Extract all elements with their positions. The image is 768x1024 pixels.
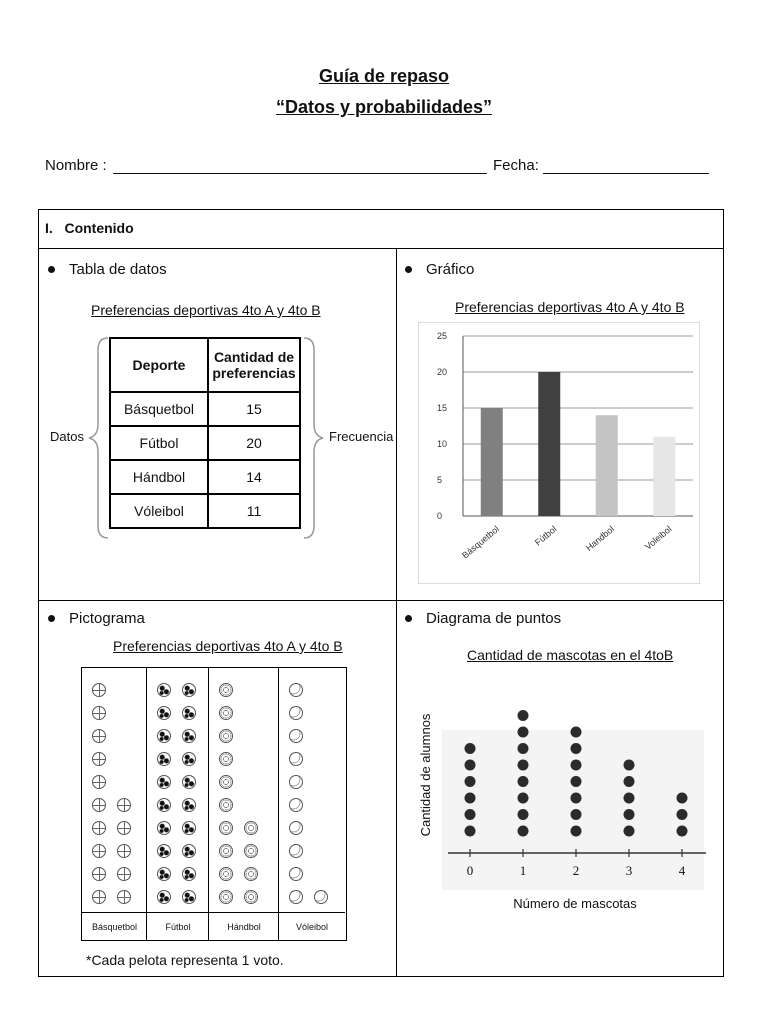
ball-icon: [289, 821, 303, 835]
table-bullet-text: Tabla de datos: [69, 261, 167, 278]
ball-icon: [117, 798, 131, 812]
data-dot: [677, 809, 688, 820]
ball-icon: [157, 867, 171, 881]
ball-icon: [157, 798, 171, 812]
data-dot: [677, 793, 688, 804]
table-cell: Hándbol: [110, 460, 208, 494]
ball-icon: [92, 798, 106, 812]
x-axis-title: Número de mascotas: [513, 896, 637, 911]
data-dot: [571, 776, 582, 787]
data-dot: [518, 710, 529, 721]
ball-icon: [182, 683, 196, 697]
y-tick-label: 20: [437, 367, 448, 377]
ball-icon: [157, 890, 171, 904]
ball-icon: [219, 706, 233, 720]
ball-icon: [92, 683, 106, 697]
table-cell: 11: [208, 494, 300, 528]
ball-icon: [182, 890, 196, 904]
name-field[interactable]: [113, 173, 487, 174]
table-cell: Básquetbol: [110, 392, 208, 426]
ball-icon: [289, 844, 303, 858]
x-tick-label: Básquetbol: [460, 523, 502, 561]
ball-icon: [219, 775, 233, 789]
graph-bullet: [405, 261, 474, 278]
ball-icon: [157, 775, 171, 789]
table-cell: 15: [208, 392, 300, 426]
ball-icon: [92, 890, 106, 904]
frecuencia-label: Frecuencia: [329, 429, 394, 444]
ball-icon: [289, 752, 303, 766]
ball-icon: [289, 798, 303, 812]
ball-icon: [219, 729, 233, 743]
page-subtitle: “Datos y probabilidades”: [275, 97, 493, 117]
ball-icon: [244, 821, 258, 835]
header-cantidad: Cantidad de preferencias: [208, 338, 300, 392]
data-dot: [571, 826, 582, 837]
data-dot: [624, 809, 635, 820]
ball-icon: [289, 867, 303, 881]
right-brace: [302, 336, 326, 540]
y-tick-label: 5: [437, 475, 443, 485]
section-number: I.: [45, 220, 53, 236]
ball-icon: [244, 844, 258, 858]
data-dot: [624, 826, 635, 837]
ball-icon: [92, 775, 106, 789]
ball-icon: [157, 729, 171, 743]
ball-icon: [244, 867, 258, 881]
ball-icon: [92, 752, 106, 766]
dot-caption: Cantidad de mascotas en el 4toB: [467, 647, 674, 663]
data-dot: [571, 809, 582, 820]
data-dot: [465, 793, 476, 804]
y-tick-label: 15: [437, 403, 448, 413]
x-tick-label: 4: [678, 863, 686, 878]
ball-icon: [289, 683, 303, 697]
ball-icon: [219, 821, 233, 835]
data-dot: [465, 760, 476, 771]
ball-icon: [314, 890, 328, 904]
ball-icon: [157, 752, 171, 766]
data-dot: [571, 760, 582, 771]
ball-icon: [92, 821, 106, 835]
x-tick-label: Handbol: [583, 523, 617, 554]
ball-icon: [117, 867, 131, 881]
section-heading: [45, 220, 134, 236]
picto-column-divider: [278, 668, 279, 940]
y-tick-label: 25: [437, 331, 448, 341]
data-dot: [518, 743, 529, 754]
page-title: Guía de repaso: [318, 66, 450, 86]
ball-icon: [219, 683, 233, 697]
picto-bullet-text: Pictograma: [69, 610, 145, 627]
ball-icon: [219, 890, 233, 904]
picto-column-label: Hándbol: [227, 922, 261, 932]
data-table: [109, 337, 301, 529]
table-cell: 14: [208, 460, 300, 494]
ball-icon: [182, 821, 196, 835]
x-tick-label: 0: [466, 863, 474, 878]
x-tick-label: Voleibol: [642, 523, 674, 552]
data-dot: [518, 776, 529, 787]
dot-bullet: [405, 610, 561, 627]
table-cell: Fútbol: [110, 426, 208, 460]
bar: [596, 415, 618, 516]
data-dot: [677, 826, 688, 837]
picto-column-label: Fútbol: [165, 922, 191, 932]
left-brace: [86, 336, 110, 540]
data-dot: [571, 793, 582, 804]
x-tick-label: 1: [519, 863, 527, 878]
data-dot: [624, 760, 635, 771]
ball-icon: [182, 844, 196, 858]
ball-icon: [219, 752, 233, 766]
table-caption: Preferencias deportivas 4to A y 4to B: [91, 302, 321, 318]
ball-icon: [219, 798, 233, 812]
x-tick-label: 3: [625, 863, 633, 878]
ball-icon: [92, 867, 106, 881]
ball-icon: [219, 867, 233, 881]
bar-chart: [418, 322, 700, 584]
data-dot: [465, 776, 476, 787]
section-title: Contenido: [64, 220, 134, 236]
date-field[interactable]: [543, 173, 709, 174]
data-dot: [465, 826, 476, 837]
picto-caption: Preferencias deportivas 4to A y 4to B: [113, 638, 343, 654]
picto-column-divider: [146, 668, 147, 940]
datos-label: Datos: [50, 429, 84, 444]
ball-icon: [117, 890, 131, 904]
row-divider-2: [38, 600, 724, 601]
ball-icon: [157, 844, 171, 858]
ball-icon: [157, 821, 171, 835]
data-dot: [518, 793, 529, 804]
graph-caption: Preferencias deportivas 4to A y 4to B: [455, 299, 685, 315]
picto-bullet: [48, 610, 145, 627]
bar: [653, 437, 675, 516]
y-tick-label: 10: [437, 439, 448, 449]
table-cell: Vóleibol: [110, 494, 208, 528]
picto-column-label: Básquetbol: [91, 922, 138, 932]
bar: [538, 372, 560, 516]
ball-icon: [219, 844, 233, 858]
x-tick-label: Fútbol: [532, 523, 559, 548]
y-tick-label: 0: [437, 511, 443, 521]
ball-icon: [117, 844, 131, 858]
bar: [481, 408, 503, 516]
ball-icon: [157, 683, 171, 697]
ball-icon: [289, 706, 303, 720]
table-bullet: [48, 261, 167, 278]
ball-icon: [182, 752, 196, 766]
picto-column-label: Vóleibol: [295, 922, 329, 932]
row-divider-1: [38, 248, 724, 249]
x-tick-label: 2: [572, 863, 580, 878]
col-divider: [396, 248, 397, 977]
picto-note: *Cada pelota representa 1 voto.: [86, 952, 284, 968]
name-label: Nombre :: [45, 157, 107, 174]
header-deporte: Deporte: [110, 338, 208, 392]
dot-bullet-text: Diagrama de puntos: [426, 610, 562, 627]
ball-icon: [182, 706, 196, 720]
date-label: Fecha:: [493, 157, 539, 174]
ball-icon: [92, 844, 106, 858]
data-dot: [518, 826, 529, 837]
ball-icon: [157, 706, 171, 720]
data-dot: [571, 727, 582, 738]
data-dot: [465, 809, 476, 820]
table-cell: 20: [208, 426, 300, 460]
ball-icon: [244, 890, 258, 904]
ball-icon: [92, 706, 106, 720]
data-dot: [518, 760, 529, 771]
data-dot: [518, 727, 529, 738]
data-dot: [571, 743, 582, 754]
data-dot: [518, 809, 529, 820]
ball-icon: [289, 890, 303, 904]
picto-label-divider: [82, 912, 345, 913]
ball-icon: [289, 729, 303, 743]
picto-column-divider: [208, 668, 209, 940]
ball-icon: [182, 729, 196, 743]
data-dot: [624, 776, 635, 787]
graph-bullet-text: Gráfico: [426, 261, 475, 278]
dot-plot: [410, 670, 710, 920]
ball-icon: [289, 775, 303, 789]
ball-icon: [117, 821, 131, 835]
data-dot: [624, 793, 635, 804]
ball-icon: [182, 798, 196, 812]
ball-icon: [182, 867, 196, 881]
ball-icon: [92, 729, 106, 743]
y-axis-title: Cantidad de alumnos: [418, 713, 433, 837]
pictogram: [81, 667, 347, 941]
data-dot: [465, 743, 476, 754]
ball-icon: [182, 775, 196, 789]
